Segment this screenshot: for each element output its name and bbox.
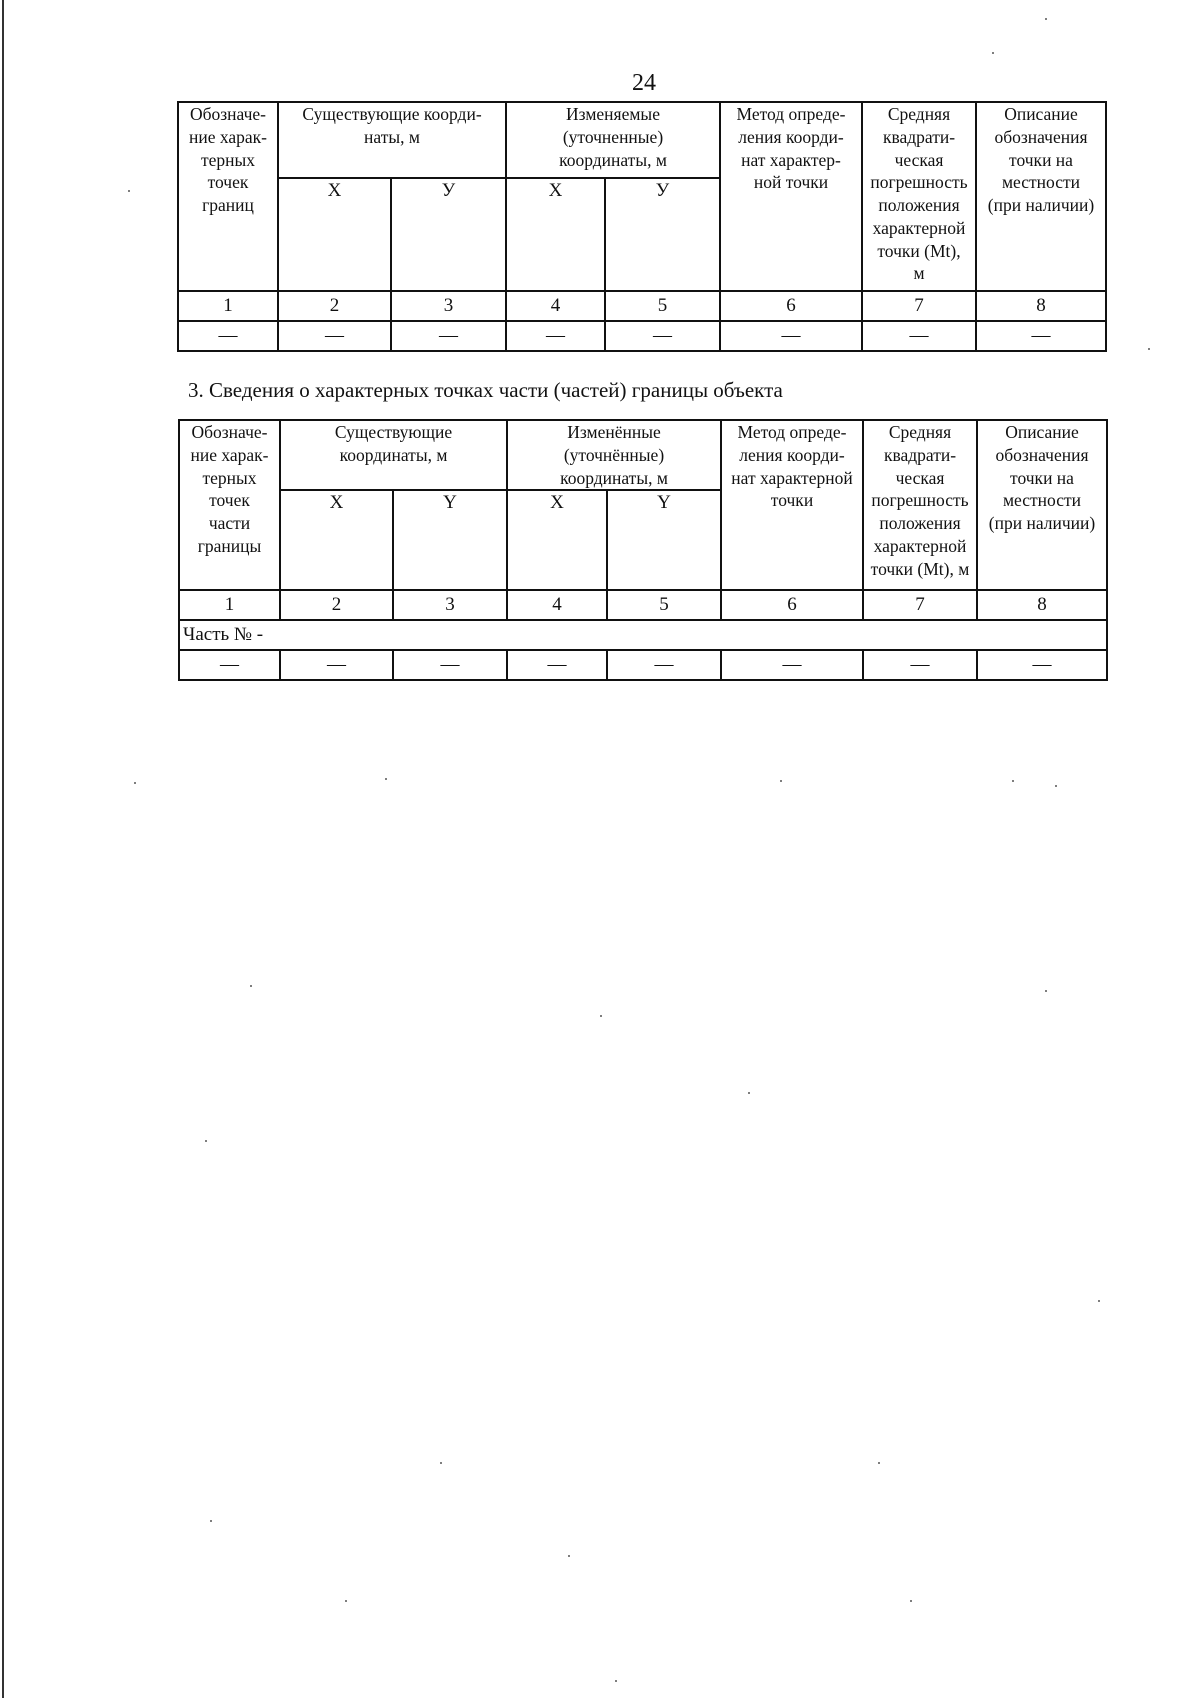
axis-changed-x: Х [506, 178, 605, 291]
axis-existing-y: У [391, 178, 506, 291]
axis-changed-y: Y [607, 490, 721, 590]
axis-existing-x: X [280, 490, 393, 590]
column-number: 2 [280, 590, 393, 620]
scan-speck [878, 1462, 880, 1464]
column-number: 7 [863, 590, 977, 620]
axis-existing-y: Y [393, 490, 507, 590]
header-changed-coordinates: Изменяемые (уточненные) координаты, м [506, 102, 720, 178]
axis-existing-x: Х [278, 178, 391, 291]
scan-speck [210, 1520, 212, 1522]
scan-speck [910, 1600, 912, 1602]
empty-cell-dash: — [976, 321, 1106, 351]
header-description: Описание обозначения точки на местности (при наличии) [976, 102, 1106, 291]
column-number: 4 [506, 291, 605, 321]
empty-cell-dash: — [507, 650, 607, 680]
empty-cell-dash: — [178, 321, 278, 351]
scan-speck [992, 52, 994, 54]
empty-cell-dash: — [977, 650, 1107, 680]
empty-cell-dash: — [862, 321, 976, 351]
column-number: 1 [179, 590, 280, 620]
scan-speck [780, 780, 782, 782]
section-3-heading: 3. Сведения о характерных точках части (частей) границы объекта [188, 378, 783, 402]
empty-cell-dash: — [605, 321, 720, 351]
scan-speck [205, 1140, 207, 1142]
header-designation: Обозначе- ние харак- терных точек границ [178, 102, 278, 291]
coordinates-table-part-boundary-points [178, 419, 1108, 681]
header-mean-square-error: Средняя квадрати- ческая погрешность положения характерной точки (Mt), м [862, 102, 976, 291]
scan-speck [385, 778, 387, 780]
empty-cell-dash: — [179, 650, 280, 680]
column-number: 7 [862, 291, 976, 321]
scan-speck [440, 1462, 442, 1464]
empty-cell-dash: — [607, 650, 721, 680]
scan-speck [134, 782, 136, 784]
column-number: 8 [977, 590, 1107, 620]
axis-changed-y: У [605, 178, 720, 291]
scan-speck [568, 1555, 570, 1557]
scan-speck [1045, 18, 1047, 20]
column-number: 1 [178, 291, 278, 321]
empty-cell-dash: — [720, 321, 862, 351]
header-mean-square-error: Средняя квадрати- ческая погрешность положения характерной точки (Mt), м [863, 420, 977, 590]
scan-speck [748, 1092, 750, 1094]
column-number: 2 [278, 291, 391, 321]
column-number: 8 [976, 291, 1106, 321]
scan-speck [600, 1015, 602, 1017]
empty-cell-dash: — [393, 650, 507, 680]
scan-speck [1012, 780, 1014, 782]
column-number: 3 [393, 590, 507, 620]
empty-cell-dash: — [506, 321, 605, 351]
header-existing-coordinates: Существующие координаты, м [280, 420, 507, 490]
header-changed-coordinates: Изменённые (уточнённые) координаты, м [507, 420, 721, 490]
scan-speck [345, 1600, 347, 1602]
scan-speck [615, 1680, 617, 1682]
empty-cell-dash: — [863, 650, 977, 680]
empty-cell-dash: — [391, 321, 506, 351]
scan-speck [1098, 1300, 1100, 1302]
scan-speck [128, 190, 130, 192]
page-number: 24 [632, 70, 656, 96]
header-description: Описание обозначения точки на местности (при наличии) [977, 420, 1107, 590]
part-number-row: Часть № - [179, 620, 1107, 650]
column-number: 5 [605, 291, 720, 321]
column-number: 3 [391, 291, 506, 321]
column-number: 6 [720, 291, 862, 321]
empty-cell-dash: — [280, 650, 393, 680]
page-left-edge-line [2, 0, 4, 1698]
scan-speck [1055, 785, 1057, 787]
scan-speck [1045, 990, 1047, 992]
header-method: Метод опреде- ления коорди- нат характерной точки [721, 420, 863, 590]
empty-cell-dash: — [278, 321, 391, 351]
column-number: 6 [721, 590, 863, 620]
scan-speck [1148, 348, 1150, 350]
axis-changed-x: X [507, 490, 607, 590]
header-method: Метод опреде- ления коорди- нат характер- ной точки [720, 102, 862, 291]
empty-cell-dash: — [721, 650, 863, 680]
column-number: 5 [607, 590, 721, 620]
column-number: 4 [507, 590, 607, 620]
coordinates-table-boundary-points [177, 101, 1107, 352]
header-designation: Обозначе- ние харак- терных точек части границы [179, 420, 280, 590]
header-existing-coordinates: Существующие коорди- наты, м [278, 102, 506, 178]
scan-speck [250, 985, 252, 987]
